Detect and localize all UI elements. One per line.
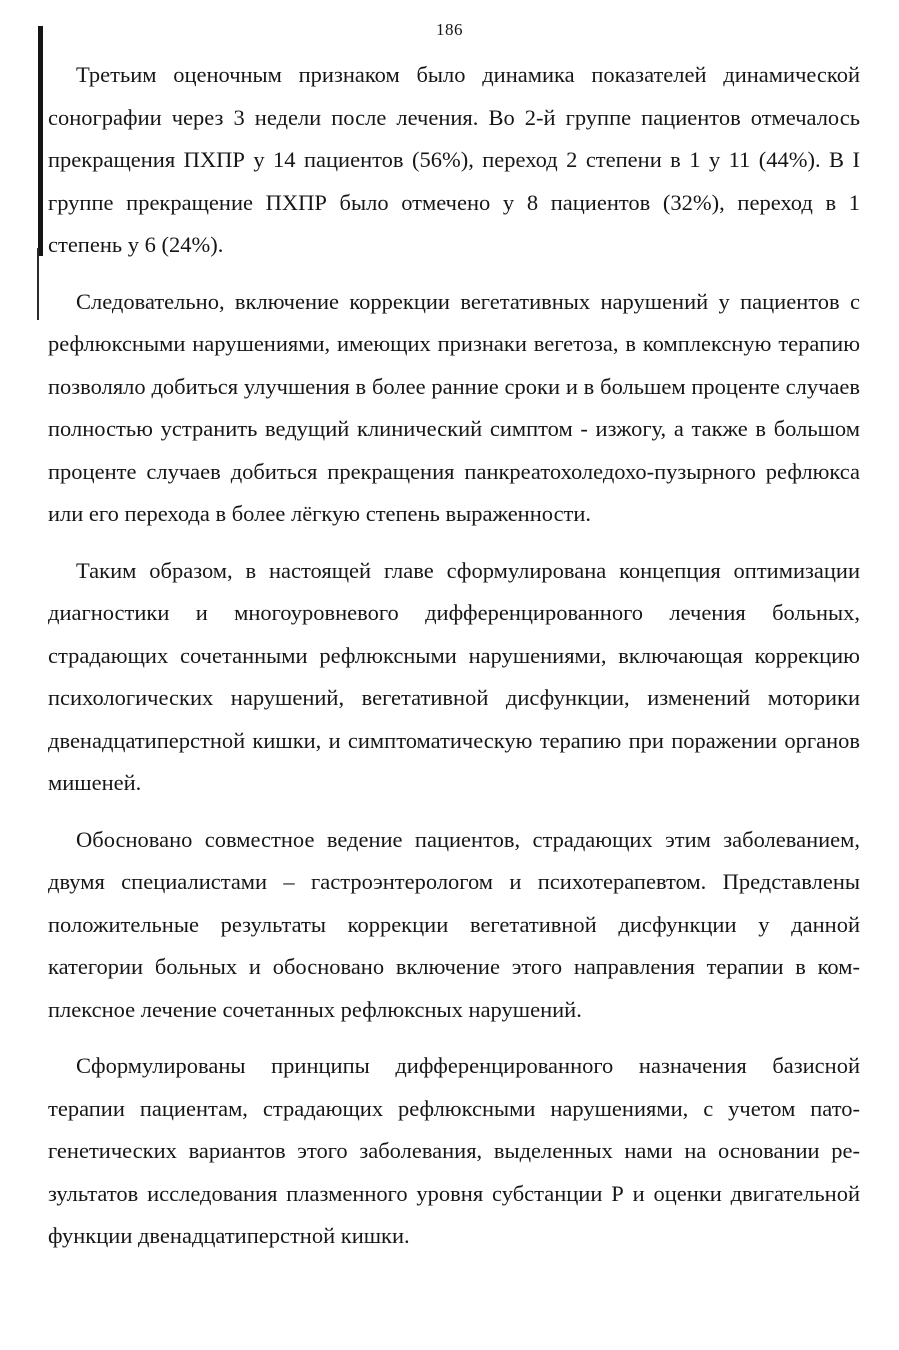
- paragraph-joint-management: Обосновано совместное ведение пациентов, страдающих этим заболеванием, двумя специалистами – гастроэнтерологом и психотерапевтом. Представлены положительные результаты коррекции вегетативной дисфункции у данной категории больных и обосновано включение этого направления терапии в комплексное лечение сочетанных рефлюксных нарушений.: [48, 826, 860, 1022]
- paragraph-therapy-principles: Сформулированы принципы дифференцированного назначения базисной терапии пациентам, страдающих рефлюксными нарушениями, с учетом патогенетических вариантов этого заболевания, выделенных нами на основании результатов исследования плазменного уровня субстанции Р и оценки двигательной функции двенадцатиперстной кишки.: [48, 1053, 860, 1248]
- margin-scan-bar: [38, 26, 43, 256]
- page-number: 186: [436, 20, 463, 39]
- margin-scan-line: [37, 248, 39, 320]
- paragraph-concept-summary: Таким образом, в настоящей главе сформулирована концепция оптимизации диагностики и многоуровневого дифференцированного лечения больных, страдающих сочетанными рефлюксными нарушениями, включающая коррекцию психологических нарушений, вегетативной дисфункции, изменений моторики двенадцатиперстной кишки, и симптоматическую терапию при поражении органов мишеней.: [48, 557, 860, 795]
- paragraph-sonography-results: Третьим оценочным признаком было динамика показателей динамической сонографии через 3 недели после лечения. Во 2-й группе пациентов отмечалось прекращения ПХПР у 14 пациентов (56%), переход 2 степени в 1 у 11 (44%). В I группе прекращение ПХПР было отмечено у 8 пациентов (32%), переход в 1 степень у 6 (24%).: [48, 62, 860, 257]
- paragraph-vegetative-correction: Следовательно, включение коррекции вегетативных нарушений у пациентов с рефлюксными нарушениями, имеющих признаки вегетоза, в комплексную терапию позволяло добиться улучшения в более ранние сроки и в большем проценте случаев полностью устранить ведущий клинический симптом - изжогу, а также в большом проценте случаев добиться прекращения панкреатохоледохо-пузырного рефлюкса или его перехода в более лёгкую степень выраженности.: [48, 288, 860, 526]
- body-text: [48, 54, 860, 1272]
